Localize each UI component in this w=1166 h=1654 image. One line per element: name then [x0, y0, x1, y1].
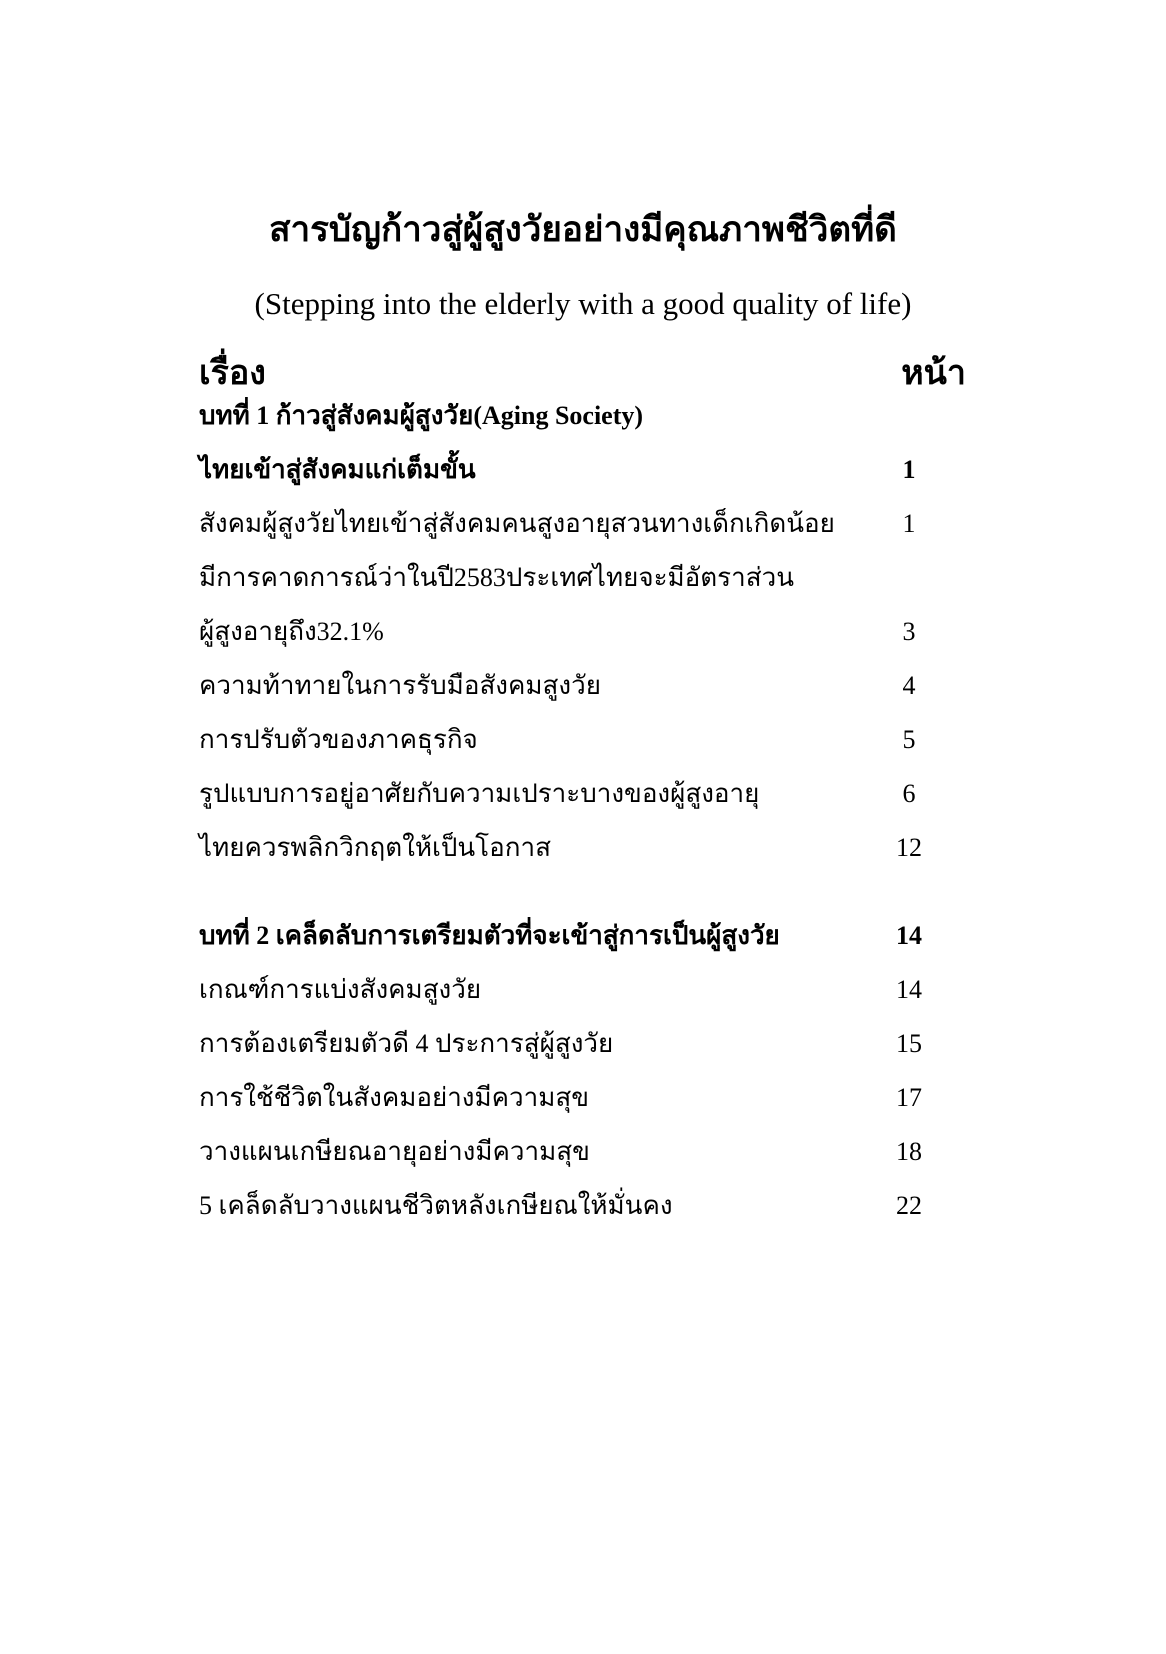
toc-entry — [199, 1132, 939, 1172]
toc-entry — [199, 774, 939, 814]
toc-chapter-heading — [199, 396, 939, 436]
toc-entry — [199, 828, 939, 868]
toc-entry-page: 1 — [902, 455, 916, 484]
toc-entry-text: การต้องเตรียมตัวดี 4 ประการสู่ผู้สูงวัย — [199, 1029, 614, 1058]
toc-entry — [199, 450, 939, 490]
toc-entry-page: 1 — [902, 509, 916, 538]
column-header-topic: เรื่อง — [199, 355, 266, 392]
toc-entry-page: 18 — [896, 1137, 922, 1166]
toc-entry-text: มีการคาดการณ์ว่าในปี2583ประเทศไทยจะมีอัตราส่วน — [199, 563, 794, 592]
toc-entry — [199, 720, 939, 760]
toc-entry-text: รูปแบบการอยู่อาศัยกับความเปราะบางของผู้สูงอายุ — [199, 779, 760, 808]
toc-entry-page: 22 — [896, 1191, 922, 1220]
toc-entry — [199, 558, 939, 598]
page-title: สารบัญก้าวสู่ผู้สูงวัยอย่างมีคุณภาพชีวิตที่ดี — [269, 210, 897, 249]
toc-entry — [199, 666, 939, 706]
toc-entry-page: 6 — [902, 779, 916, 808]
toc-entry-text: สังคมผู้สูงวัยไทยเข้าสู่สังคมคนสูงอายุสวนทางเด็กเกิดน้อย — [199, 509, 835, 538]
toc-entry-text: บทที่ 1 ก้าวสู่สังคมผู้สูงวัย(Aging Society) — [199, 401, 644, 430]
toc-entry-text: ความท้าทายในการรับมือสังคมสูงวัย — [199, 671, 601, 700]
column-header-page: หน้า — [901, 355, 966, 392]
toc-entry-page: 5 — [902, 725, 916, 754]
toc-entry-text: การใช้ชีวิตในสังคมอย่างมีความสุข — [199, 1083, 589, 1112]
toc-entry-text: ผู้สูงอายุถึง32.1% — [199, 617, 384, 646]
toc-entry — [199, 1024, 939, 1064]
toc-entry-page: 15 — [896, 1029, 922, 1058]
toc-entry-page: 14 — [896, 975, 922, 1004]
toc-entry-page: 4 — [902, 671, 916, 700]
toc-entry-text: เกณฑ์การแบ่งสังคมสูงวัย — [199, 975, 482, 1004]
toc-entry-text: 5 เคล็ดลับวางแผนชีวิตหลังเกษียณให้มั่นคง — [199, 1191, 673, 1220]
toc-entry-page: 17 — [896, 1083, 922, 1112]
toc-entry — [199, 504, 939, 544]
toc-chapter-heading — [199, 916, 939, 956]
toc-entry — [199, 970, 939, 1010]
toc-entry — [199, 612, 939, 652]
page-subtitle: (Stepping into the elderly with a good quality of life) — [254, 286, 912, 321]
toc-entry-page: 14 — [896, 921, 922, 950]
toc-entry-page: 12 — [896, 833, 922, 862]
toc-entry-text: บทที่ 2 เคล็ดลับการเตรียมตัวที่จะเข้าสู่การเป็นผู้สูงวัย — [199, 921, 780, 950]
toc-entry-text: ไทยเข้าสู่สังคมแก่เต็มขั้น — [199, 455, 476, 484]
toc-entry-text: การปรับตัวของภาคธุรกิจ — [199, 725, 478, 754]
toc-entry-page: 3 — [902, 617, 916, 646]
toc-entry-text: วางแผนเกษียณอายุอย่างมีความสุข — [199, 1137, 590, 1166]
toc-entry — [199, 1186, 939, 1226]
toc-entry-text: ไทยควรพลิกวิกฤตให้เป็นโอกาส — [199, 833, 551, 862]
toc-entry — [199, 1078, 939, 1118]
